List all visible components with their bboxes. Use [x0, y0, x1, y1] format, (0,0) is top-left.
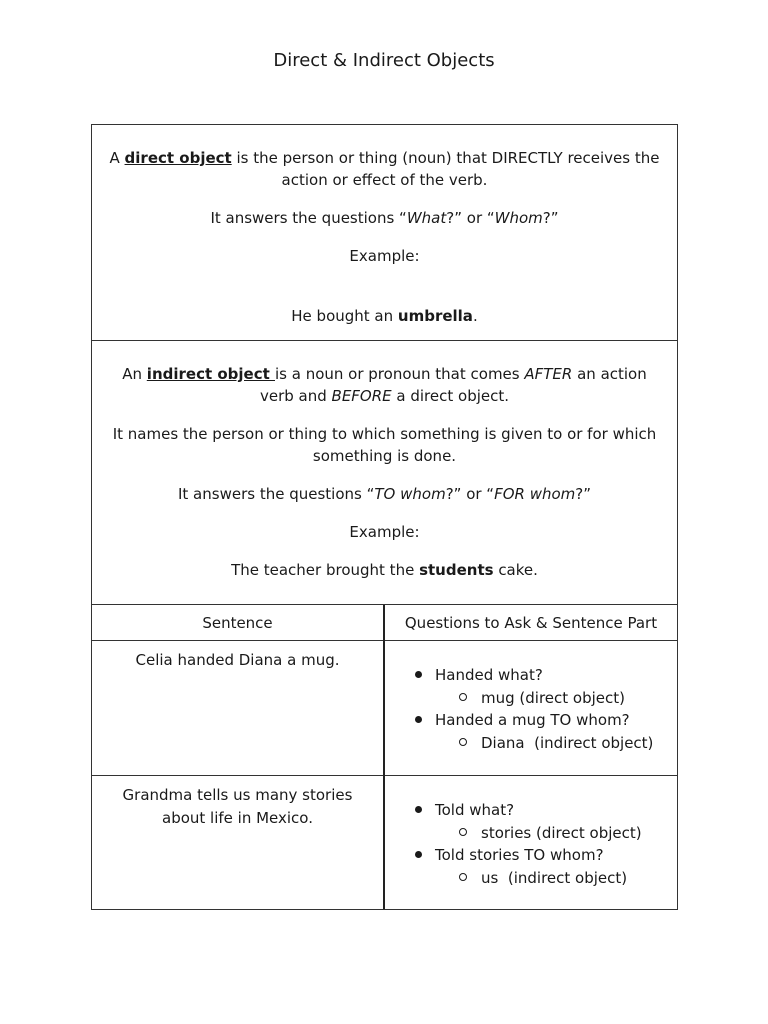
direct-object-definition [106, 147, 663, 191]
sentence-column [92, 605, 385, 909]
indirect-object-definition [106, 363, 663, 407]
circle-bullet-icon [459, 738, 467, 746]
content-frame [91, 124, 678, 910]
sentence-cell: Celia handed Diana a mug. [135, 651, 340, 669]
indirect-object-questions [106, 483, 663, 505]
indirect-object-term-text: indirect object [146, 365, 275, 383]
questions-cell [385, 776, 677, 889]
answer-text: us (indirect object) [481, 868, 628, 887]
example-pre: He bought an [291, 307, 398, 325]
table-row [92, 641, 383, 776]
indirect-example-sentence [106, 559, 663, 581]
bullet-icon [415, 716, 422, 723]
list-item [415, 664, 677, 687]
list-item [415, 709, 677, 732]
bullet-icon [415, 851, 422, 858]
direct-object-box [92, 125, 677, 341]
answer-text: stories (direct object) [481, 823, 642, 842]
definition-lead: An [122, 365, 147, 383]
question-text: Handed what? [435, 666, 543, 684]
list-item [415, 822, 677, 845]
direct-object-questions [106, 207, 663, 229]
question-whom: Whom [494, 209, 543, 227]
list-item [415, 844, 677, 867]
table-row [385, 641, 677, 776]
indirect-object-term [147, 365, 275, 383]
column-header-questions: Questions to Ask & Sentence Part [385, 605, 677, 641]
answer-text: Diana (indirect object) [481, 733, 654, 752]
circle-bullet-icon [459, 873, 467, 881]
question-end: ?” [575, 485, 592, 503]
list-item [415, 687, 677, 710]
definition-part-3: a direct object. [391, 387, 510, 405]
question-text: Handed a mug TO whom? [435, 711, 630, 729]
question-mid: ?” or “ [445, 485, 495, 503]
question-to-whom: TO whom [374, 485, 446, 503]
example-post: . [472, 307, 478, 325]
definition-lead: A [109, 149, 125, 167]
question-text: Told what? [435, 801, 515, 819]
question-text: Told stories TO whom? [435, 846, 604, 864]
circle-bullet-icon [459, 828, 467, 836]
question-what: What [406, 209, 447, 227]
column-header-sentence: Sentence [92, 605, 383, 641]
questions-cell [385, 641, 677, 754]
circle-bullet-icon [459, 693, 467, 701]
question-mid: ?” or “ [446, 209, 495, 227]
questions-column [385, 605, 677, 909]
page-title: Direct & Indirect Objects [273, 50, 495, 71]
answer-text: mug (direct object) [481, 688, 625, 707]
direct-object-term-text: direct object [124, 149, 232, 167]
examples-table [92, 605, 677, 909]
list-item [415, 799, 677, 822]
example-indirect-object: students [419, 561, 494, 579]
table-row [92, 776, 383, 909]
indirect-object-names: It names the person or thing to which something is given to or for which something is done. [112, 425, 657, 465]
list-item [415, 867, 677, 890]
definition-before: BEFORE [331, 387, 392, 405]
example-post: cake. [493, 561, 538, 579]
indirect-object-box [92, 341, 677, 605]
question-pre: It answers the questions “ [177, 485, 375, 503]
table-row [385, 776, 677, 909]
definition-part-2: an action verb and [259, 365, 647, 405]
indirect-example-label: Example: [349, 523, 420, 541]
list-item [415, 732, 677, 755]
direct-example-sentence [106, 305, 663, 327]
example-direct-object: umbrella [397, 307, 473, 325]
sentence-cell: Grandma tells us many stories about life in Mexico. [122, 786, 353, 827]
direct-example-label: Example: [349, 247, 420, 265]
bullet-icon [415, 671, 422, 678]
definition-rest: is the person or thing (noun) that DIRECTLY receives the action or effect of the verb. [231, 149, 660, 189]
question-for-whom: FOR whom [494, 485, 576, 503]
example-pre: The teacher brought the [231, 561, 420, 579]
direct-object-term [125, 149, 232, 167]
definition-after: AFTER [524, 365, 573, 383]
definition-part-1: is a noun or pronoun that comes [275, 365, 525, 383]
question-end: ?” [542, 209, 559, 227]
bullet-icon [415, 806, 422, 813]
question-pre: It answers the questions “ [210, 209, 407, 227]
